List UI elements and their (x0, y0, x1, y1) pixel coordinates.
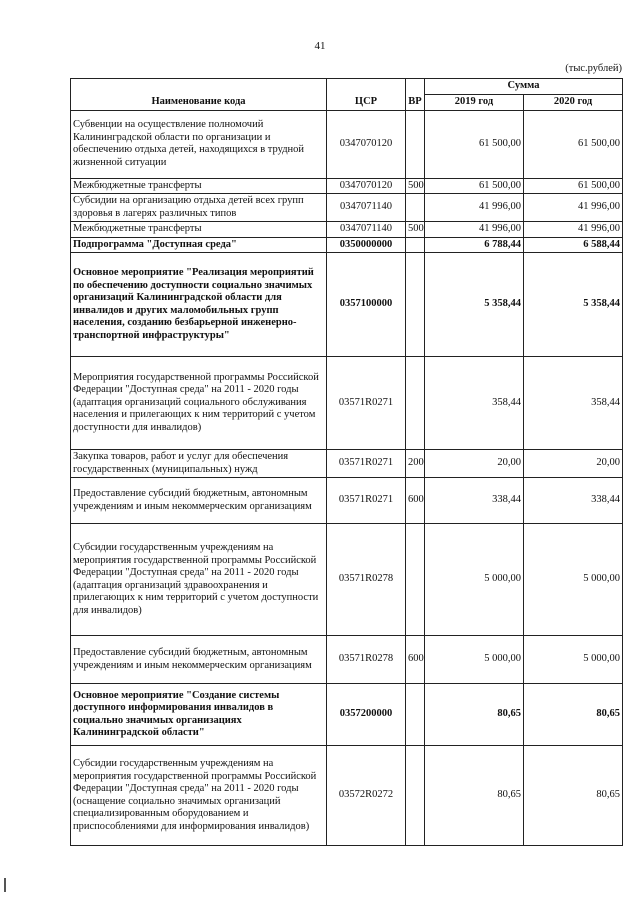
row-2020: 358,44 (524, 357, 623, 450)
table-row (71, 524, 623, 636)
row-vr: 500 (406, 178, 425, 194)
row-vr: 200 (406, 450, 425, 478)
row-vr (406, 194, 425, 222)
row-2020: 6 588,44 (524, 237, 623, 253)
row-2019: 61 500,00 (425, 110, 524, 178)
row-2019: 6 788,44 (425, 237, 524, 253)
row-csr: 0347071140 (327, 194, 406, 222)
row-csr: 0347070120 (327, 110, 406, 178)
row-vr (406, 357, 425, 450)
row-name: Субсидии государственным учреждениям на мероприятия государственной программы Российской Федерации "Доступная среда" на 2011 - 2020 годы (оснащение социально значимых организаций специализированным оборудованием и приспособлениями для информирования инвалидов) (71, 746, 327, 846)
row-vr (406, 524, 425, 636)
row-name: Основное мероприятие "Реализация мероприятий по обеспечению доступности социально значимых организаций Калининградской области для инвалидов и других маломобильных групп населения, созданию безбарьерной инженерно-транспортной инфраструктуры" (71, 253, 327, 357)
row-vr (406, 237, 425, 253)
row-2019: 358,44 (425, 357, 524, 450)
table-row (71, 237, 623, 253)
header-sum: Сумма (425, 79, 623, 95)
table-row (71, 357, 623, 450)
row-vr (406, 110, 425, 178)
row-csr: 03571R0278 (327, 636, 406, 684)
row-2020: 41 996,00 (524, 194, 623, 222)
table-row (71, 684, 623, 746)
row-vr (406, 746, 425, 846)
row-2019: 41 996,00 (425, 194, 524, 222)
table-row (71, 194, 623, 222)
row-2020: 5 000,00 (524, 524, 623, 636)
row-csr: 03571R0271 (327, 357, 406, 450)
row-2020: 61 500,00 (524, 178, 623, 194)
table-row (71, 450, 623, 478)
row-2020: 20,00 (524, 450, 623, 478)
row-2020: 338,44 (524, 478, 623, 524)
row-name: Предоставление субсидий бюджетным, автономным учреждениям и иным некоммерческим организациям (71, 636, 327, 684)
row-2019: 20,00 (425, 450, 524, 478)
row-name: Подпрограмма "Доступная среда" (71, 237, 327, 253)
table-row (71, 478, 623, 524)
table-row (71, 746, 623, 846)
row-name: Субсидии на организацию отдыха детей всех групп здоровья в лагерях различных типов (71, 194, 327, 222)
row-csr: 0350000000 (327, 237, 406, 253)
row-2020: 61 500,00 (524, 110, 623, 178)
table-row (71, 178, 623, 194)
row-2019: 80,65 (425, 746, 524, 846)
header-2019: 2019 год (425, 94, 524, 110)
row-csr: 0347070120 (327, 178, 406, 194)
row-csr: 0357100000 (327, 253, 406, 357)
row-2020: 80,65 (524, 746, 623, 846)
row-csr: 0357200000 (327, 684, 406, 746)
row-vr (406, 684, 425, 746)
table-row (71, 253, 623, 357)
table-row (71, 636, 623, 684)
header-vr: ВР (406, 79, 425, 111)
row-2020: 5 358,44 (524, 253, 623, 357)
row-2019: 41 996,00 (425, 222, 524, 238)
row-2019: 61 500,00 (425, 178, 524, 194)
row-vr: 500 (406, 222, 425, 238)
row-2019: 5 358,44 (425, 253, 524, 357)
header-csr: ЦСР (327, 79, 406, 111)
header-2020: 2020 год (524, 94, 623, 110)
row-csr: 03571R0278 (327, 524, 406, 636)
row-csr: 03571R0271 (327, 450, 406, 478)
row-csr: 03572R0272 (327, 746, 406, 846)
row-name: Предоставление субсидий бюджетным, автономным учреждениям и иным некоммерческим организациям (71, 478, 327, 524)
row-2019: 5 000,00 (425, 636, 524, 684)
header-name: Наименование кода (71, 79, 327, 111)
margin-mark (4, 878, 6, 892)
row-name: Основное мероприятие "Создание системы доступного информирования инвалидов в социально значимых организациях Калининградской области" (71, 684, 327, 746)
row-2020: 5 000,00 (524, 636, 623, 684)
units-note: (тыс.рублей) (565, 63, 622, 74)
row-2019: 80,65 (425, 684, 524, 746)
row-name: Межбюджетные трансферты (71, 178, 327, 194)
row-name: Межбюджетные трансферты (71, 222, 327, 238)
row-name: Субсидии государственным учреждениям на мероприятия государственной программы Российской Федерации "Доступная среда" на 2011 - 2020 годы (адаптация организаций здравоохранения и прилегающих к ним территорий с учетом доступности для инвалидов) (71, 524, 327, 636)
row-2020: 80,65 (524, 684, 623, 746)
row-vr (406, 253, 425, 357)
row-csr: 03571R0271 (327, 478, 406, 524)
row-name: Закупка товаров, работ и услуг для обеспечения государственных (муниципальных) нужд (71, 450, 327, 478)
row-vr: 600 (406, 478, 425, 524)
table-row (71, 110, 623, 178)
row-csr: 0347071140 (327, 222, 406, 238)
row-vr: 600 (406, 636, 425, 684)
row-name: Субвенции на осуществление полномочий Калининградской области по организации и обеспечению отдыха детей, находящихся в трудной жизненной ситуации (71, 110, 327, 178)
budget-table (70, 78, 623, 846)
row-2019: 5 000,00 (425, 524, 524, 636)
row-2020: 41 996,00 (524, 222, 623, 238)
page-number: 41 (314, 40, 326, 52)
row-name: Мероприятия государственной программы Российской Федерации "Доступная среда" на 2011 - 2020 годы (адаптация организаций социального обслуживания населения и прилегающих к ним территорий с учетом доступности для инвалидов) (71, 357, 327, 450)
row-2019: 338,44 (425, 478, 524, 524)
table-row (71, 222, 623, 238)
